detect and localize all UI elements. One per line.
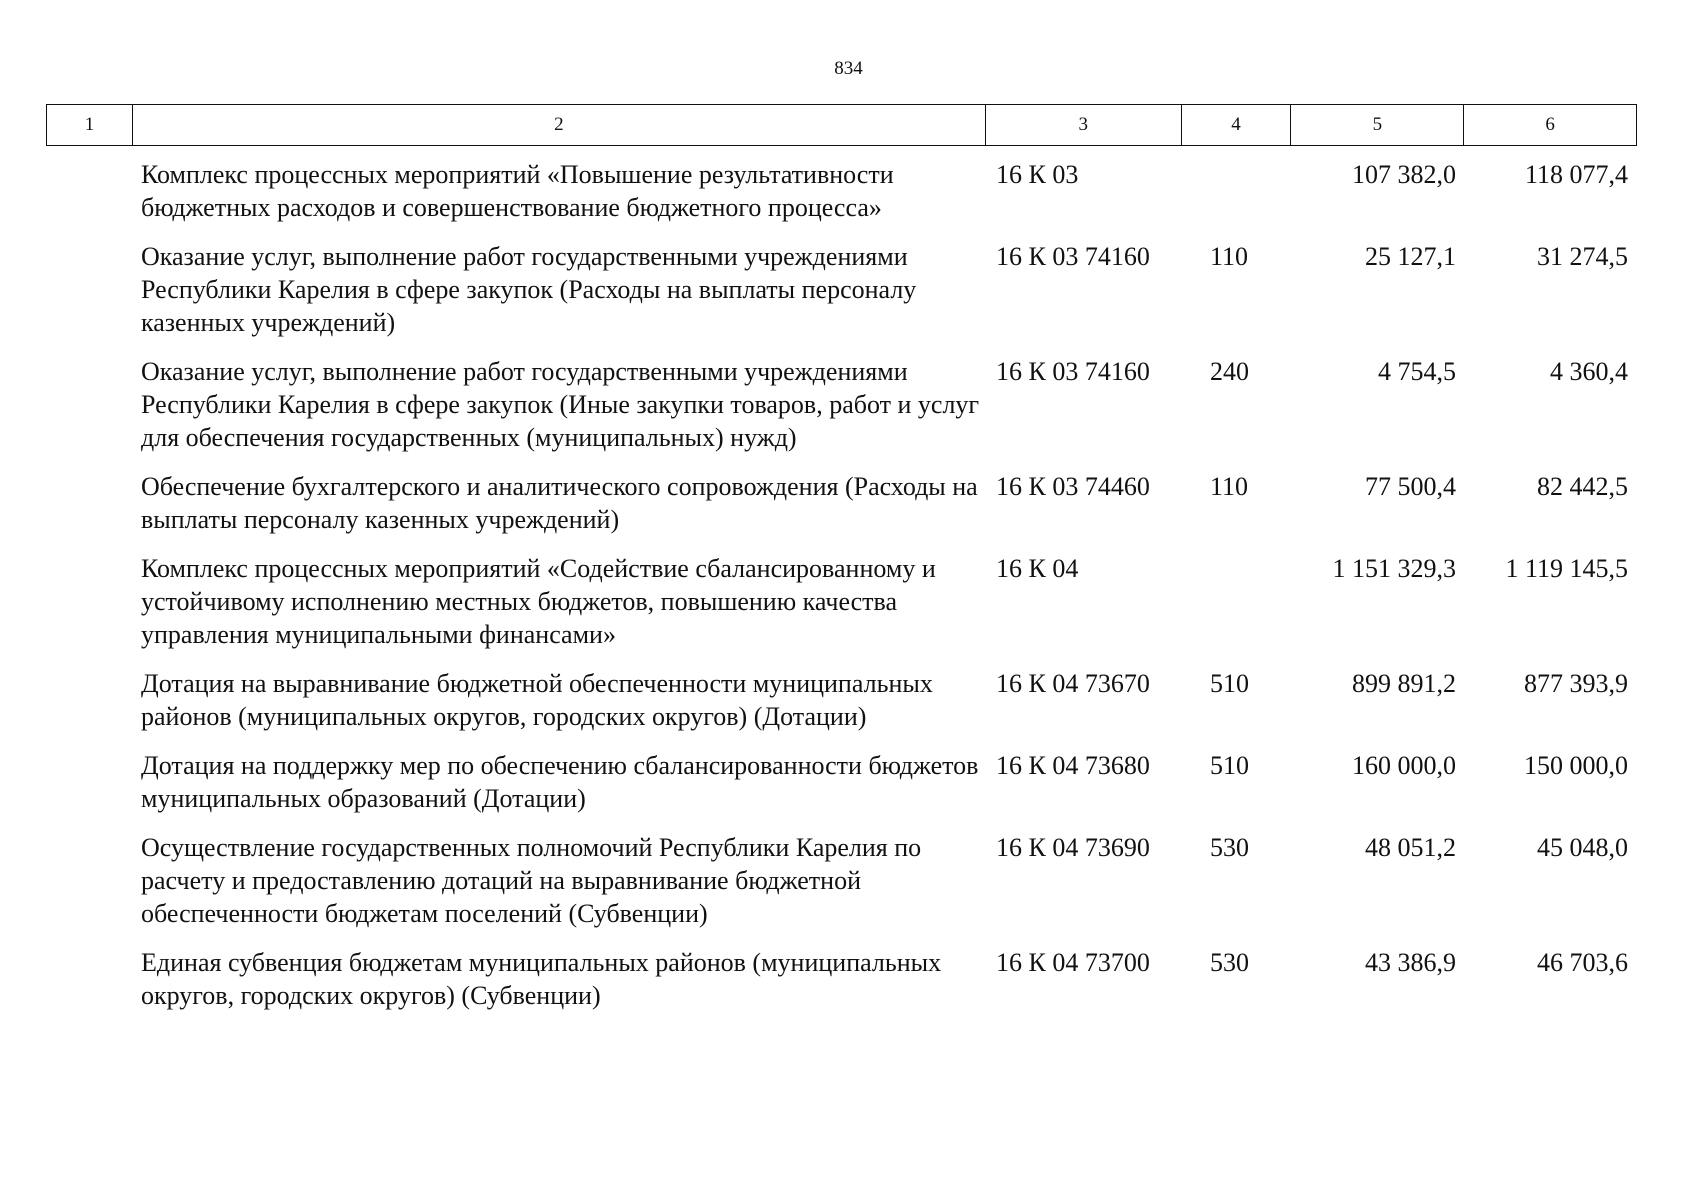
- row-description: Комплекс процессных мероприятий «Повышение результативности бюджетных расходов и совершенствование бюджетного процесса»: [141, 160, 894, 222]
- row-type: 530: [1210, 833, 1249, 862]
- row-code: 16 К 03 74160: [996, 242, 1150, 271]
- row-code: 16 К 04 73700: [996, 948, 1150, 977]
- row-number: [46, 355, 132, 454]
- row-type: [1182, 158, 1292, 224]
- row-type: [1182, 552, 1292, 651]
- table-body: [46, 158, 1637, 1028]
- row-description: Единая субвенция бюджетам муниципальных районов (муниципальных округов, городских округов) (Субвенции): [141, 948, 942, 1010]
- row-value-5: 1 151 329,3: [1332, 554, 1456, 583]
- header-col-3: 3: [986, 105, 1182, 145]
- row-description: Дотация на поддержку мер по обеспечению сбалансированности бюджетов муниципальных образований (Дотации): [141, 751, 979, 813]
- row-type: 510: [1210, 669, 1249, 698]
- table-row: [46, 355, 1637, 454]
- header-col-1: 1: [47, 105, 133, 145]
- table-row: [46, 946, 1637, 1012]
- row-value-5: 43 386,9: [1365, 948, 1456, 977]
- row-description: Осуществление государственных полномочий Республики Карелия по расчету и предоставлению дотаций на выравнивание бюджетной обеспеченности бюджетам поселений (Субвенции): [141, 833, 922, 928]
- row-description: Комплекс процессных мероприятий «Содействие сбалансированному и устойчивому исполнению местных бюджетов, повышению качества управления муниципальными финансами»: [141, 554, 936, 649]
- table-row: [46, 667, 1637, 733]
- header-col-4: 4: [1182, 105, 1292, 145]
- row-code: 16 К 04 73690: [996, 833, 1150, 862]
- row-number: [46, 946, 132, 1012]
- row-value-6: 877 393,9: [1524, 669, 1628, 698]
- header-col-2: 2: [133, 105, 986, 145]
- row-value-5: 25 127,1: [1365, 242, 1456, 271]
- row-number: [46, 831, 132, 930]
- page-number: 834: [834, 58, 863, 79]
- row-number: [46, 749, 132, 815]
- row-type: 530: [1210, 948, 1249, 977]
- row-type: 240: [1210, 357, 1249, 386]
- row-value-6: 82 442,5: [1537, 472, 1628, 501]
- row-description: Оказание услуг, выполнение работ государственными учреждениями Республики Карелия в сфере закупок (Расходы на выплаты персоналу казенных учреждений): [141, 242, 917, 337]
- row-code: 16 К 03: [996, 160, 1079, 189]
- header-col-6: 6: [1545, 114, 1555, 135]
- row-value-5: 107 382,0: [1352, 160, 1456, 189]
- row-value-5: 160 000,0: [1352, 751, 1456, 780]
- row-number: [46, 470, 132, 536]
- row-value-6: 118 077,4: [1524, 160, 1628, 189]
- row-value-5: 4 754,5: [1378, 357, 1456, 386]
- row-value-5: 899 891,2: [1352, 669, 1456, 698]
- row-value-6: 46 703,6: [1537, 948, 1628, 977]
- row-number: [46, 240, 132, 339]
- row-code: 16 К 03 74460: [996, 472, 1150, 501]
- row-value-5: 77 500,4: [1365, 472, 1456, 501]
- row-code: 16 К 03 74160: [996, 357, 1150, 386]
- table-header: [46, 104, 1637, 146]
- row-code: 16 К 04: [996, 554, 1079, 583]
- row-type: 110: [1210, 472, 1249, 501]
- table-row: [46, 831, 1637, 930]
- row-value-6: 4 360,4: [1550, 357, 1628, 386]
- row-number: [46, 552, 132, 651]
- row-description: Оказание услуг, выполнение работ государственными учреждениями Республики Карелия в сфере закупок (Иные закупки товаров, работ и услуг для обеспечения государственных (муниципальных) нужд): [141, 357, 980, 452]
- row-description: Обеспечение бухгалтерского и аналитического сопровождения (Расходы на выплаты персоналу казенных учреждений): [141, 472, 978, 534]
- row-number: [46, 158, 132, 224]
- row-value-6: 31 274,5: [1537, 242, 1628, 271]
- row-code: 16 К 04 73680: [996, 751, 1150, 780]
- row-value-6: 150 000,0: [1524, 751, 1628, 780]
- table-row: [46, 470, 1637, 536]
- table-row: [46, 552, 1637, 651]
- row-description: Дотация на выравнивание бюджетной обеспеченности муниципальных районов (муниципальных округов, городских округов) (Дотации): [141, 669, 933, 731]
- row-value-6: 45 048,0: [1537, 833, 1628, 862]
- table-row: [46, 240, 1637, 339]
- row-number: [46, 667, 132, 733]
- row-type: 510: [1210, 751, 1249, 780]
- row-code: 16 К 04 73670: [996, 669, 1150, 698]
- table-row: [46, 158, 1637, 224]
- table-row: [46, 749, 1637, 815]
- row-value-5: 48 051,2: [1365, 833, 1456, 862]
- row-value-6: 1 119 145,5: [1505, 554, 1628, 583]
- header-col-5: 5: [1291, 105, 1464, 145]
- row-type: 110: [1210, 242, 1249, 271]
